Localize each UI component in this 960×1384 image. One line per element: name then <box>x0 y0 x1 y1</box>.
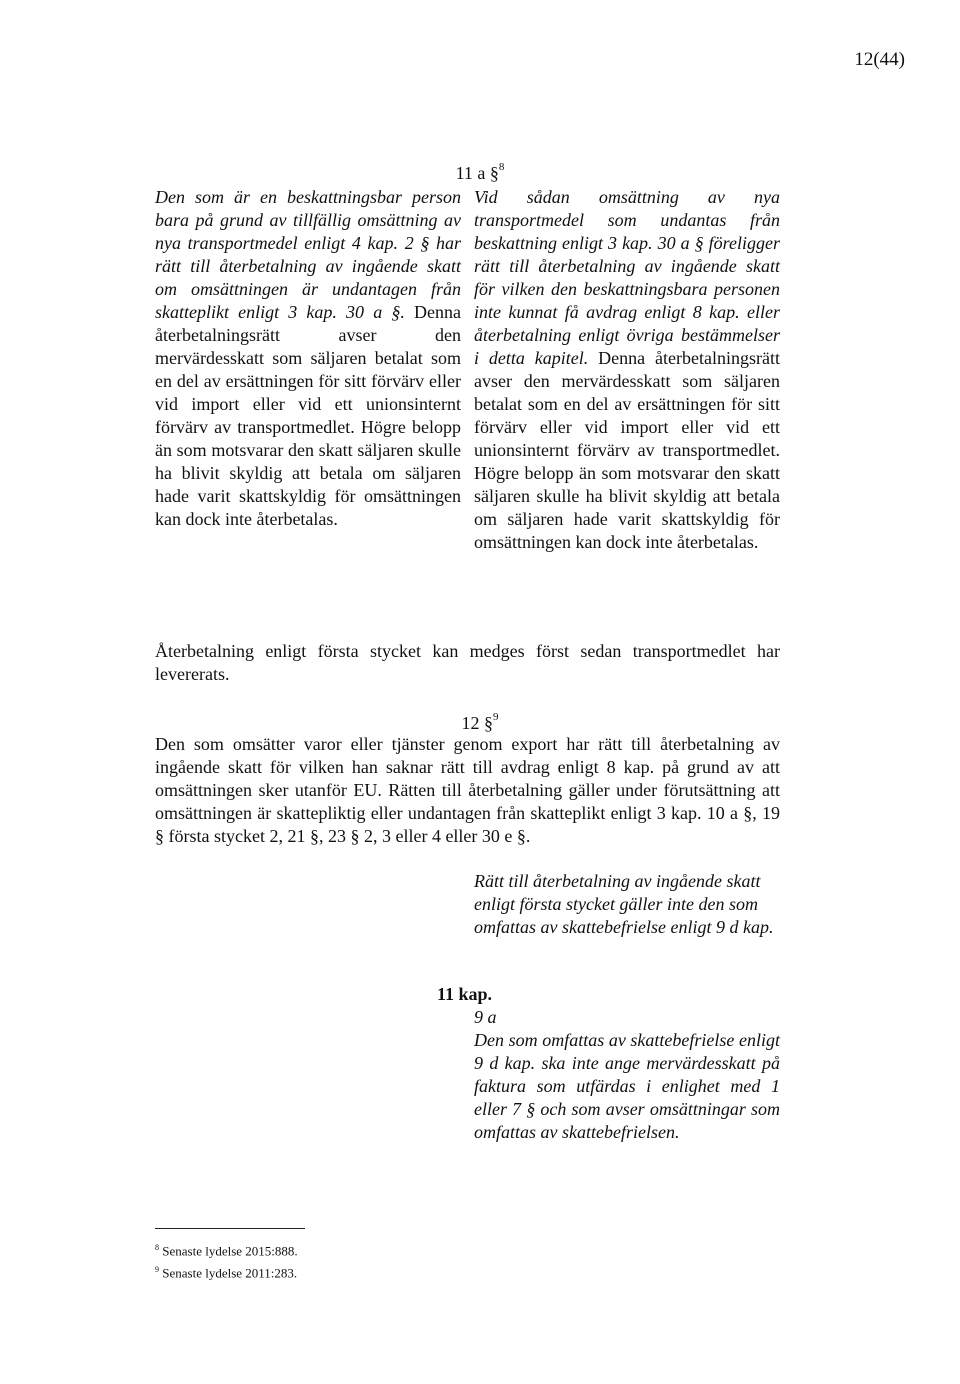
new-wording-italic: Vid sådan omsättning av nya transportmedel som undantas från beskattning enligt 3 kap. 30 a § föreligger rätt till återbetalning av ingående skatt för vilken den beskattningsbara personen inte kunnat få avdrag enligt 8 kap. eller återbetalning enligt övriga bestämmelser i detta kapitel. <box>474 187 780 368</box>
page-number: 12(44) <box>854 49 905 70</box>
footnote-divider <box>155 1228 305 1229</box>
old-wording-italic: Den som är en beskattningsbar person bara på grund av tillfällig omsättning av nya transportmedel enligt 4 kap. 2 § har rätt till återbetalning av ingående skatt om omsättningen är undantagen från skatteplikt enligt 3 kap. 30 a §. <box>155 187 461 322</box>
common-paragraph-11a: Återbetalning enligt första stycket kan medges först sedan transportmedlet har levererats. <box>155 641 780 684</box>
old-wording-text: Denna återbetalningsrätt avser den mervärdesskatt som säljaren betalat som en del av ersättningen för sitt förvärv eller vid import eller vid ett unionsinternt förvärv av transportmedlet. Högre belopp än som motsvarar den skatt säljaren skulle ha blivit skyldig att betala om säljaren hade varit skattskyldig för omsättningen kan dock inte återbetalas. <box>155 302 461 529</box>
chapter-heading: 11 kap. <box>437 984 493 1004</box>
chapter-section-number: 9 a <box>474 1007 497 1027</box>
footnote-8: $^8$ Senaste lydelse 2015:888. <box>155 1243 298 1259</box>
footnote-9: $^9$ Senaste lydelse 2011:283. <box>155 1265 298 1281</box>
chapter-section-text: Den som omfattas av skattebefrielse enligt 9 d kap. ska inte ange mervärdesskatt på faktura som utfärdas i enlighet med 1 eller 7 § och som avser omsättningar som omfattas av skattebefrielsen. <box>474 1030 780 1142</box>
section-heading-12: 12 §$^9$ <box>461 711 499 733</box>
old-wording-column <box>155 186 461 531</box>
section-12-text: Den som omsätter varor eller tjänster genom export har rätt till återbetalning av ingående skatt för vilken han saknar rätt till avdrag enligt 8 kap. på grund av att omsättningen sker utanför EU. Rätten till återbetalning gäller under förutsättning att omsättningen är skattepliktig eller undantagen från skatteplikt enligt 3 kap. 10 a §, 19 § första stycket 2, 21 §, 23 § 2, 3 eller 4 eller 30 e §. <box>155 734 780 846</box>
new-wording-text: Denna återbetalningsrätt avser den mervärdesskatt som säljaren betalat som en del av ersättningen för sitt förvärv eller vid import eller vid ett unionsinternt förvärv av transportmedlet. Högre belopp än som motsvarar den skatt säljaren skulle ha blivit skyldig att betala om säljaren hade varit skattskyldig för omsättningen kan dock inte återbetalas. <box>474 348 780 552</box>
section-12-new-paragraph: Rätt till återbetalning av ingående skatt enligt första stycket gäller inte den som omfattas av skattebefrielse enligt 9 d kap. <box>474 871 774 937</box>
footnotes <box>155 1238 298 1283</box>
new-wording-column <box>474 186 780 554</box>
section-heading-11a: 11 a §$^8$ <box>455 161 505 183</box>
